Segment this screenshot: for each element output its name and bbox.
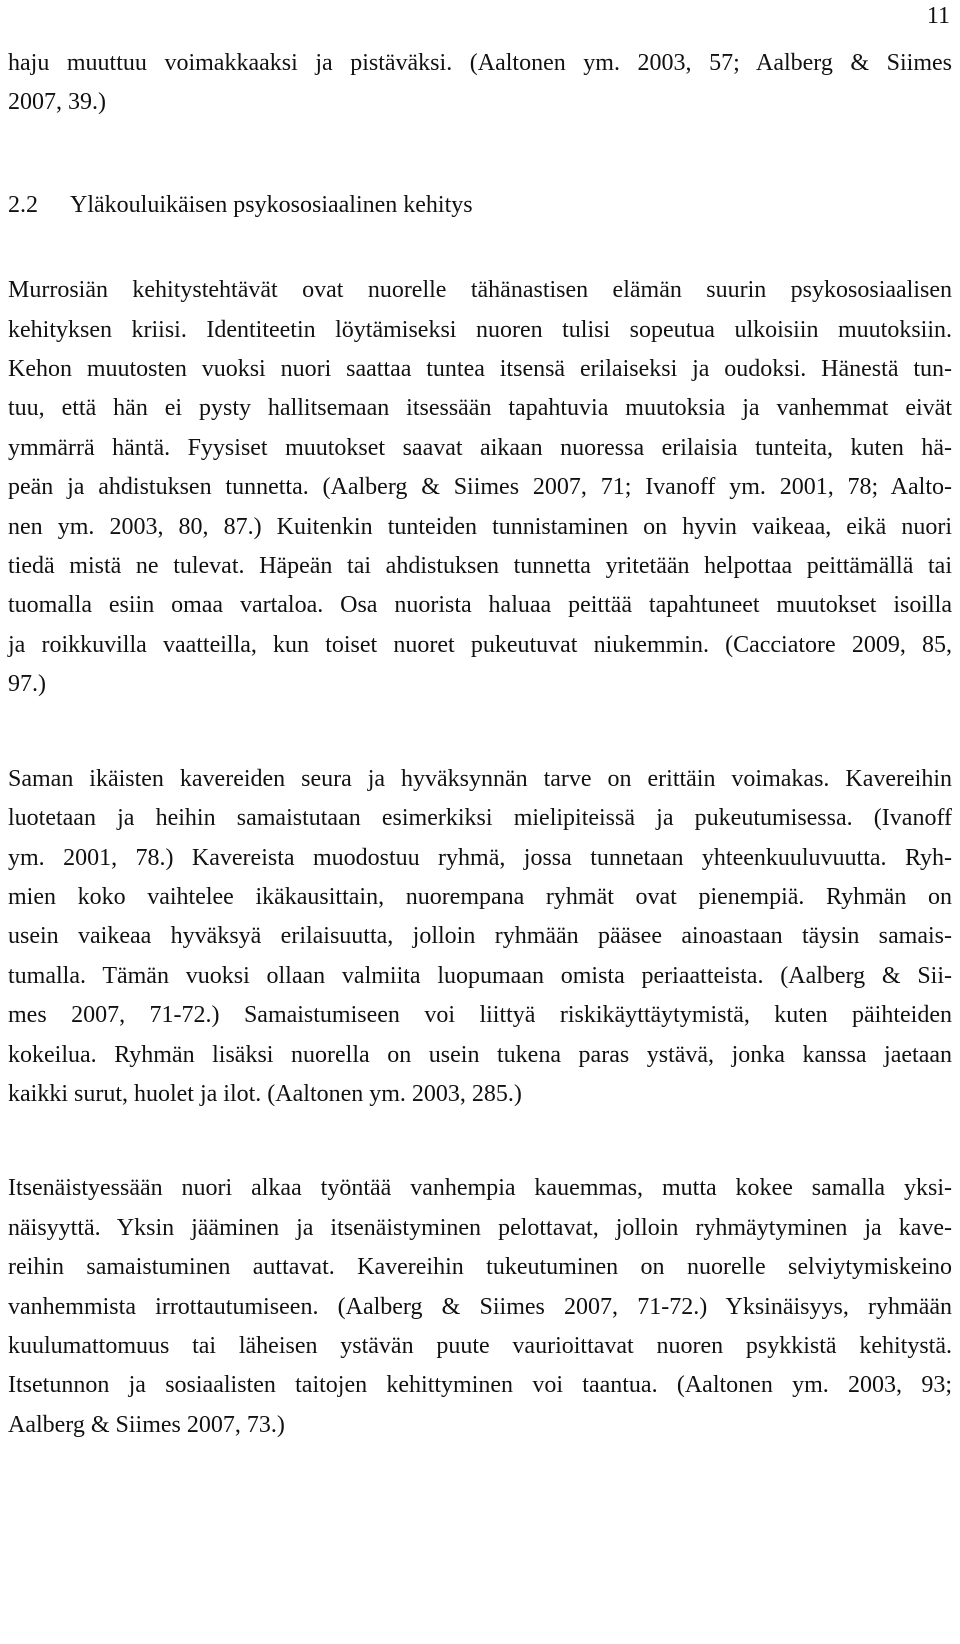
text-line: haju muuttuu voimakkaaksi ja pistäväksi. (Aaltonen ym. 2003, 57; Aalberg & Siimes — [8, 50, 952, 76]
text-line: 97.) — [8, 671, 46, 698]
text-line: Murrosiän kehitystehtävät ovat nuorelle tähänastisen elämän suurin psykososiaalisen — [8, 277, 952, 304]
text-line: peän ja ahdistuksen tunnetta. (Aalberg & Siimes 2007, 71; Ivanoff ym. 2001, 78; Aalto- — [8, 474, 952, 501]
text-line: kehityksen kriisi. Identiteetin löytämiseksi nuoren tulisi sopeutua ulkoisiin muutoksiin. — [8, 316, 952, 343]
text-line: kokeilua. Ryhmän lisäksi nuorella on usein tukena paras ystävä, jonka kanssa jaetaan — [8, 1041, 952, 1068]
body-paragraph-2 — [8, 760, 952, 1115]
text-line: Kehon muutosten vuoksi nuori saattaa tuntea itsensä erilaiseksi ja oudoksi. Hänestä tun- — [8, 356, 952, 383]
section-number: 2.2 — [8, 191, 38, 218]
text-line: Itsetunnon ja sosiaalisten taitojen kehittyminen voi taantua. (Aaltonen ym. 2003, 93; — [8, 1372, 952, 1399]
text-line: ymmärrä häntä. Fyysiset muutokset saavat aikaan nuoressa erilaisia tunteita, kuten hä- — [8, 434, 952, 461]
intro-paragraph — [8, 44, 952, 123]
text-line: näisyyttä. Yksin jääminen ja itsenäistyminen pelottavat, jolloin ryhmäytyminen ja kave- — [8, 1214, 952, 1241]
text-line: ym. 2001, 78.) Kavereista muodostuu ryhmä, jossa tunnetaan yhteenkuuluvuutta. Ryh- — [8, 844, 952, 871]
page-number: 11 — [926, 3, 950, 29]
body-paragraph-3 — [8, 1169, 952, 1445]
text-line: vanhemmista irrottautumiseen. (Aalberg & Siimes 2007, 71-72.) Yksinäisyys, ryhmään — [8, 1293, 952, 1320]
text-line: usein vaikeaa hyväksyä erilaisuutta, jolloin ryhmään pääsee ainoastaan täysin samais- — [8, 923, 952, 950]
text-line: kaikki surut, huolet ja ilot. (Aaltonen ym. 2003, 285.) — [8, 1080, 522, 1107]
text-line: tuomalla esiin omaa vartaloa. Osa nuorista haluaa peittää tapahtuneet muutokset isoilla — [8, 592, 952, 619]
text-line: reihin samaistuminen auttavat. Kavereihin tukeutuminen on nuorelle selviytymiskeino — [8, 1254, 952, 1281]
text-line: mes 2007, 71-72.) Samaistumiseen voi liittyä riskikäyttäytymistä, kuten päihteiden — [8, 1002, 952, 1029]
text-line: tiedä mistä ne tulevat. Häpeän tai ahdistuksen tunnetta yritetään helpottaa peittämällä tai — [8, 553, 952, 580]
text-line: 2007, 39.) — [8, 89, 106, 116]
text-line: Saman ikäisten kavereiden seura ja hyväksynnän tarve on erittäin voimakas. Kavereihin — [8, 765, 952, 792]
section-title: Yläkouluikäisen psykososiaalinen kehitys — [70, 191, 473, 218]
page-content — [8, 44, 952, 1445]
text-line: nen ym. 2003, 80, 87.) Kuitenkin tunteiden tunnistaminen on hyvin vaikeaa, eikä nuori — [8, 513, 952, 540]
section-heading — [8, 186, 952, 225]
text-line: Aalberg & Siimes 2007, 73.) — [8, 1411, 285, 1438]
text-line: ja roikkuvilla vaatteilla, kun toiset nuoret pukeutuvat niukemmin. (Cacciatore 2009, 85, — [8, 631, 952, 658]
text-line: tumalla. Tämän vuoksi ollaan valmiita luopumaan omista periaatteista. (Aalberg & Sii- — [8, 962, 952, 989]
text-line: luotetaan ja heihin samaistutaan esimerkiksi mielipiteissä ja pukeutumisessa. (Ivanoff — [8, 805, 952, 832]
text-line: kuulumattomuus tai läheisen ystävän puute vaurioittavat nuoren psykkistä kehitystä. — [8, 1332, 952, 1359]
text-line: Itsenäistyessään nuori alkaa työntää vanhempia kauemmas, mutta kokee samalla yksi- — [8, 1175, 952, 1202]
body-paragraph-1 — [8, 271, 952, 704]
text-line: tuu, että hän ei pysty hallitsemaan itsessään tapahtuvia muutoksia ja vanhemmat eivät — [8, 395, 952, 422]
text-line: mien koko vaihtelee ikäkausittain, nuorempana ryhmät ovat pienempiä. Ryhmän on — [8, 883, 952, 910]
